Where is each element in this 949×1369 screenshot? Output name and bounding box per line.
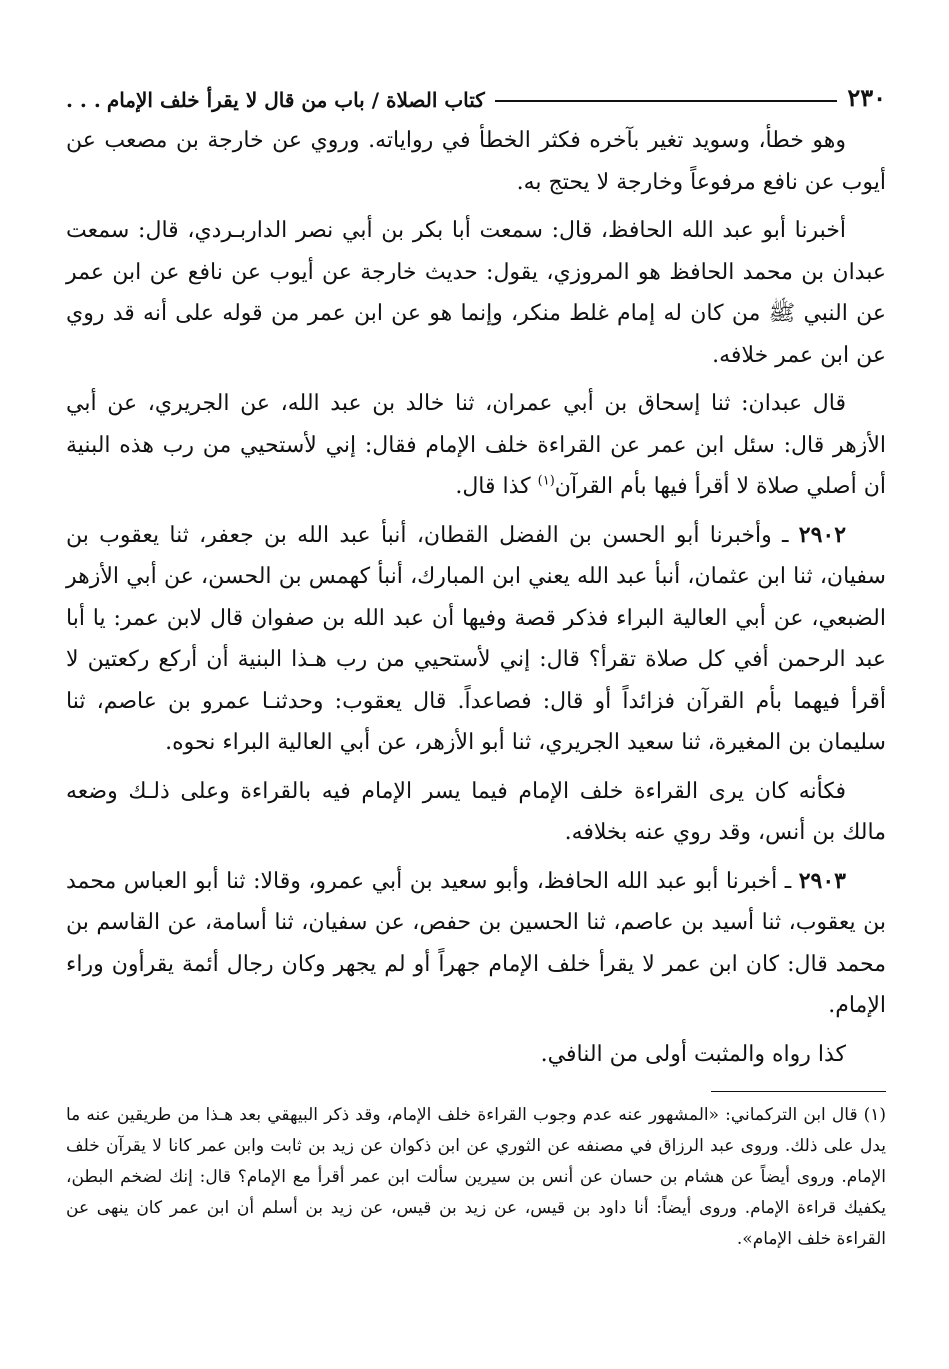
- paragraph: [66, 383, 886, 508]
- hadith-paragraph: [66, 515, 886, 764]
- page-number: ٢٣٠: [847, 83, 886, 112]
- paragraph-text: ـ وأخبرنا أبو الحسن بن الفضل القطان، أنبأ عبد الله بن جعفر، ثنا يعقوب بن سفيان، ثنا ابن عثمان، أنبأ عبد الله يعني ابن المبارك، أنبأ كهمس بن الحسن، عن أبي الأزهر الضبعي، عن أبي العالية البراء فذكر قصة وفيها أن عبد الله بن صفوان قال لابن عمر: يا أبا عبد الرحمن أفي كل صلاة تقرأ؟ قال: إني لأستحيي من رب هـذا البنية أن أركع ركعتين لا أقرأ فيهما بأم القرآن فزائداً أو قال: فصاعداً. قال يعقوب: وحدثنـا عمرو بن عاصم، ثنا سليمان بن المغيرة، ثنا سعيد الجريري، ثنا أبو الأزهر، عن أبي العالية البراء نحوه.: [66, 522, 886, 755]
- running-title-ellipsis: . . .: [66, 88, 101, 112]
- footnote-paragraph: [66, 1100, 886, 1255]
- paragraph-text: كذا قال.: [455, 474, 538, 499]
- paragraph: [66, 1034, 886, 1076]
- paragraph-text: أخبرنا أبو عبد الله الحافظ، قال: سمعت أبا بكر بن أبي نصر الداربـردي، قال: سمعت عبدان بن محمد الحافظ هو المروزي، يقول: حديث خارجة عن أيوب عن نافع عن ابن عمر عن النبي ﷺ من كان له إمام غلط منكر، وإنما هو عن ابن عمر من قوله على أنه قد روي عن ابن عمر خلافه.: [66, 218, 887, 368]
- paragraph: [66, 210, 886, 376]
- paragraph-text: كذا رواه والمثبت أولى من النافي.: [540, 1041, 846, 1067]
- footnote: [66, 1100, 886, 1255]
- hadith-number: ٢٩٠٢: [798, 521, 847, 548]
- paragraph-text: وهو خطأ، وسويد تغير بآخره فكثر الخطأ في رواياته. وروي عن خارجة بن مصعب عن أيوب عن نافع مرفوعاً وخارجة لا يحتج به.: [66, 128, 886, 195]
- running-title-text: كتاب الصلاة / باب من قال لا يقرأ خلف الإمام: [106, 88, 485, 112]
- hadith-paragraph: [66, 861, 886, 1027]
- footnote-reference[interactable]: (١): [537, 473, 555, 489]
- paragraph: [66, 771, 886, 854]
- paragraph: [66, 120, 886, 203]
- page: [66, 76, 886, 1255]
- paragraph-text: فكأنه كان يرى القراءة خلف الإمام فيما يسر الإمام فيه بالقراءة وعلى ذلـك وضعه مالك بن أنس، وقد روي عنه بخلافه.: [66, 778, 886, 845]
- page-header: [66, 76, 886, 112]
- footnote-divider: [711, 1091, 886, 1092]
- main-text: [66, 120, 886, 1075]
- hadith-number: ٢٩٠٣: [798, 867, 846, 894]
- header-rule: [495, 99, 838, 102]
- footnote-marker: (١): [863, 1105, 886, 1125]
- paragraph-text: قال عبدان: ثنا إسحاق بن أبي عمران، ثنا خالد بن عبد الله، عن الجريري، عن أبي الأزهر قال: سئل ابن عمر عن القراءة خلف الإمام فقال: إني لأستحيي من رب هذه البنية أن أصلي صلاة لا أقرأ فيها بأم القرآن: [66, 391, 886, 499]
- running-title: [66, 88, 485, 112]
- footnote-text: قال ابن التركماني: «المشهور عنه عدم وجوب القراءة خلف الإمام، وقد ذكر البيهقي بعد هـذا من طريقين عنه ما يدل على ذلك. وروى عبد الرزاق في مصنفه عن الثوري عن ابن ذكوان عن زيد بن ثابت وابن عمر كانا لا يقرآن خلف الإمام. وروى أيضاً عن هشام بن حسان عن أنس بن سيرين سألت ابن عمر أقرأ مع الإمام؟ قال: إنك لضخم البطن، يكفيك قراءة الإمام. وروى أيضاً: أنا داود بن قيس، عن زيد بن قيس، عن زيد بن أسلم أن ابن عمر كان ينهى عن القراءة خلف الإمام».: [66, 1105, 886, 1249]
- paragraph-text: ـ أخبرنا أبو عبد الله الحافظ، وأبو سعيد بن أبي عمرو، وقالا: ثنا أبو العباس محمد بن يعقوب، ثنا أسيد بن عاصم، ثنا الحسين بن حفص، عن سفيان، ثنا أسامة، عن القاسم بن محمد قال: كان ابن عمر لا يقرأ خلف الإمام جهراً أو لم يجهر وكان رجال أئمة يقرأون وراء الإمام.: [66, 868, 886, 1018]
